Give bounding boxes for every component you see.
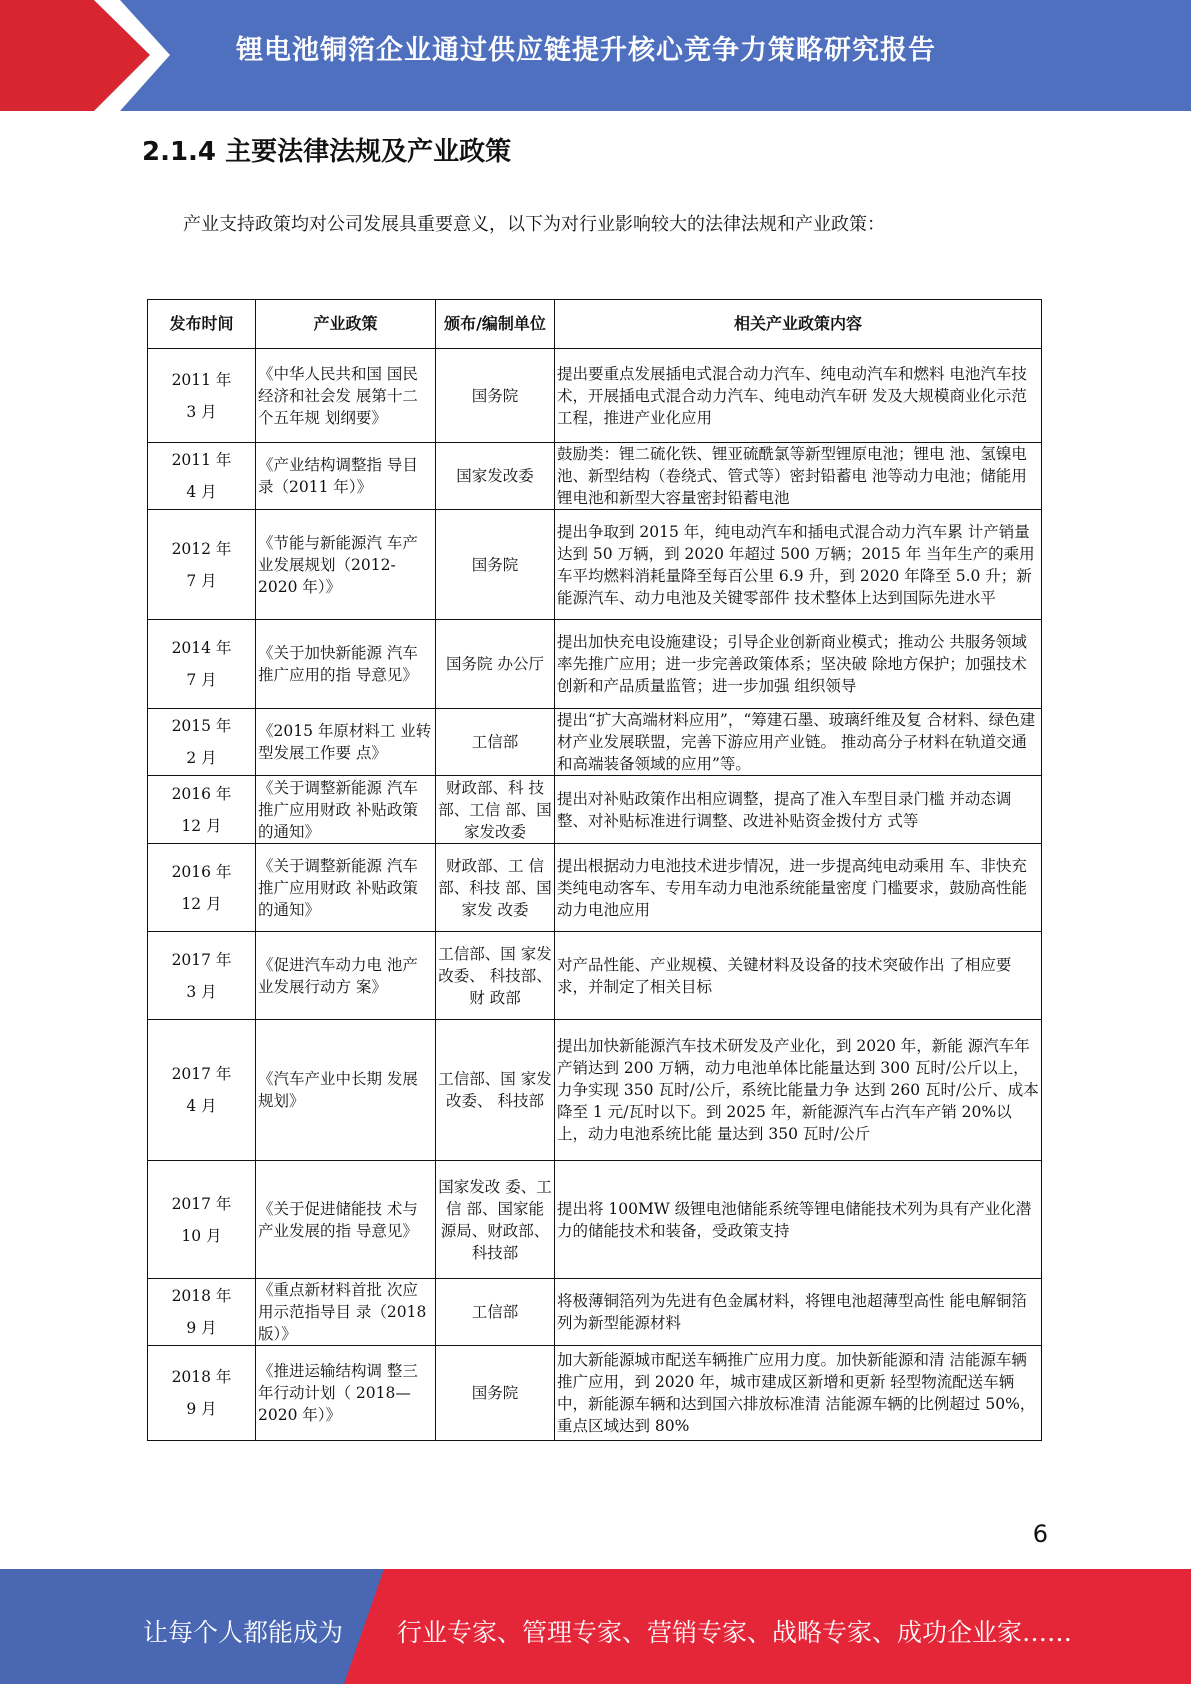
cell-date-month: 2 月 [186,749,217,767]
cell-date-month: 7 月 [186,671,217,689]
footer-banner [0,1569,1191,1684]
cell-date-month: 4 月 [186,1097,217,1115]
section-heading: 2.1.4 主要法律法规及产业政策 [142,137,512,167]
cell-date-year: 2011 年 [171,451,232,469]
cell-date-year: 2011 年 [171,370,232,389]
cell-date-year: 2014 年 [171,639,232,657]
table-row [148,510,1042,620]
cell-date-month: 7 月 [186,571,217,590]
cell-content: 提出要重点发展插电式混合动力汽车、纯电动汽车和燃料 电池汽车技术，开展插电式混合动力汽车、纯电动汽车研 发及大规模商业化示范工程，推进产业化应用 [555,349,1042,443]
cell-policy: 《中华人民共和国 国民经济和社会发 展第十二个五年规 划纲要》 [256,349,436,443]
cell-policy: 《2015 年原材料工 业转型发展工作要 点》 [256,709,436,776]
cell-date-month: 12 月 [181,894,222,913]
header-date: 发布时间 [148,300,256,349]
cell-date-month: 4 月 [186,483,217,501]
cell-policy: 《重点新材料首批 次应用示范指导目 录（2018 版）》 [256,1279,436,1346]
cell-content: 提出对补贴政策作出相应调整，提高了准入车型目录门槛 并动态调整、对补贴标准进行调整、改进补贴资金拨付方 式等 [555,776,1042,844]
page-number: 6 [1032,1520,1048,1548]
table-row [148,1161,1042,1279]
table-row [148,932,1042,1020]
table-header-row [148,300,1042,349]
cell-policy: 《促进汽车动力电 池产业发展行动方 案》 [256,932,436,1020]
cell-date [148,1020,256,1161]
table-row [148,443,1042,510]
table-row [148,844,1042,932]
cell-unit: 工信部、国 家发改委、 科技部、财 政部 [436,932,555,1020]
cell-policy: 《汽车产业中长期 发展规划》 [256,1020,436,1161]
cell-content: 提出根据动力电池技术进步情况，进一步提高纯电动乘用 车、非快充类纯电动客车、专用车动力电池系统能量密度 门槛要求，鼓励高性能动力电池应用 [555,844,1042,932]
cell-unit: 国务院 [436,349,555,443]
cell-policy: 《关于调整新能源 汽车推广应用财政 补贴政策的通知》 [256,844,436,932]
cell-date [148,443,256,510]
cell-content: 提出将 100MW 级锂电池储能系统等锂电储能技术列为具有产业化潜力的储能技术和装备，受政策支持 [555,1161,1042,1279]
cell-policy: 《推进运输结构调 整三年行动计划（ 2018—2020 年）》 [256,1346,436,1441]
cell-content: 提出加快新能源汽车技术研发及产业化，到 2020 年，新能 源汽车年产销达到 200 万辆，动力电池单体比能量达到 300 瓦时/公斤以上，力争实现 350 瓦时/公斤，系统比能量力争 达到 260 瓦时/公斤、成本降至 1 元/瓦时以下。到 2025 年，新能源汽车占汽车产销 20%以上，动力电池系统比能 量达到 350 瓦时/公斤 [555,1020,1042,1161]
cell-content: 提出“扩大高端材料应用”，“筹建石墨、玻璃纤维及复 合材料、绿色建材产业发展联盟，完善下游应用产业链。 推动高分子材料在轨道交通和高端装备领域的应用”等。 [555,709,1042,776]
cell-content: 对产品性能、产业规模、关键材料及设备的技术突破作出 了相应要求，并制定了相关目标 [555,932,1042,1020]
cell-policy: 《节能与新能源汽 车产业发展规划（2012-2020 年）》 [256,510,436,620]
cell-policy: 《关于调整新能源 汽车推广应用财政 补贴政策的通知》 [256,776,436,844]
report-title: 锂电池铜箔企业通过供应链提升核心竞争力策略研究报告 [236,35,936,66]
cell-date-year: 2018 年 [171,1287,232,1305]
cell-date [148,932,256,1020]
cell-date-year: 2018 年 [171,1368,232,1386]
cell-date [148,1279,256,1346]
table-row [148,620,1042,709]
table-row [148,776,1042,844]
cell-date-year: 2017 年 [171,1065,232,1083]
table-row [148,349,1042,443]
cell-content: 鼓励类：锂二硫化铁、锂亚硫酰氯等新型锂原电池；锂电 池、氢镍电池、新型结构（卷绕式、管式等）密封铅蓄电 池等动力电池；储能用锂电池和新型大容量密封铅蓄电池 [555,443,1042,510]
cell-date-year: 2016 年 [171,862,232,881]
cell-date-month: 9 月 [186,1400,217,1418]
cell-content: 提出加快充电设施建设；引导企业创新商业模式；推动公 共服务领域率先推广应用；进一步完善政策体系；坚决破 除地方保护；加强技术创新和产品质量监管；进一步加强 组织领导 [555,620,1042,709]
cell-date [148,1346,256,1441]
cell-date-year: 2016 年 [171,784,232,803]
header-unit: 颁布/编制单位 [436,300,555,349]
cell-unit: 财政部、科 技部、工信 部、国家发改委 [436,776,555,844]
table-row [148,1346,1042,1441]
cell-policy: 《关于促进储能技 术与产业发展的指 导意见》 [256,1161,436,1279]
cell-date [148,776,256,844]
cell-date-year: 2015 年 [171,717,232,735]
cell-date-month: 3 月 [186,402,217,421]
cell-unit: 工信部 [436,709,555,776]
cell-date-month: 12 月 [181,816,222,835]
table-body [148,349,1042,1441]
header-content: 相关产业政策内容 [555,300,1042,349]
footer-slogan-left: 让每个人都能成为 [143,1618,344,1647]
cell-unit: 国务院 办公厅 [436,620,555,709]
cell-unit: 国务院 [436,510,555,620]
header-banner [0,0,1191,111]
cell-date [148,620,256,709]
cell-date-year: 2012 年 [171,539,232,558]
cell-unit: 国务院 [436,1346,555,1441]
table-row [148,1020,1042,1161]
cell-unit: 国家发改委 [436,443,555,510]
policy-table [147,299,1042,1441]
table-row [148,1279,1042,1346]
cell-date [148,349,256,443]
cell-content: 将极薄铜箔列为先进有色金属材料，将锂电池超薄型高性 能电解铜箔列为新型能源材料 [555,1279,1042,1346]
cell-date [148,844,256,932]
cell-unit: 国家发改 委、工信 部、国家能 源局、财政部、科技部 [436,1161,555,1279]
cell-date [148,1161,256,1279]
cell-date-month: 9 月 [186,1319,217,1337]
cell-policy: 《关于加快新能源 汽车推广应用的指 导意见》 [256,620,436,709]
cell-date-year: 2017 年 [171,1194,232,1213]
cell-content: 提出争取到 2015 年，纯电动汽车和插电式混合动力汽车累 计产销量达到 50 万辆，到 2020 年超过 500 万辆；2015 年 当年生产的乘用车平均燃料消耗量降至每百公里 6.9 升，到 2020 年降至 5.0 升；新能源汽车、动力电池及关键零部件 技术整体上达到国际先进水平 [555,510,1042,620]
cell-unit: 工信部、国 家发改委、 科技部 [436,1020,555,1161]
cell-date-year: 2017 年 [171,950,232,969]
footer-slogan-right: 行业专家、管理专家、营销专家、战略专家、成功企业家…… [397,1618,1073,1647]
cell-date-month: 3 月 [186,982,217,1001]
cell-policy: 《产业结构调整指 导目录（2011 年）》 [256,443,436,510]
cell-date-month: 10 月 [181,1226,222,1245]
header-policy: 产业政策 [256,300,436,349]
table-row [148,709,1042,776]
cell-date [148,709,256,776]
cell-unit: 财政部、工 信部、科技 部、国家发 改委 [436,844,555,932]
intro-paragraph: 产业支持政策均对公司发展具重要意义，以下为对行业影响较大的法律法规和产业政策： [183,214,885,235]
cell-date [148,510,256,620]
cell-unit: 工信部 [436,1279,555,1346]
cell-content: 加大新能源城市配送车辆推广应用力度。加快新能源和清 洁能源车辆推广应用，到 2020 年，城市建成区新增和更新 轻型物流配送车辆中，新能源车辆和达到国六排放标准清 洁能源车辆的比例超过 50%，重点区域达到 80% [555,1346,1042,1441]
